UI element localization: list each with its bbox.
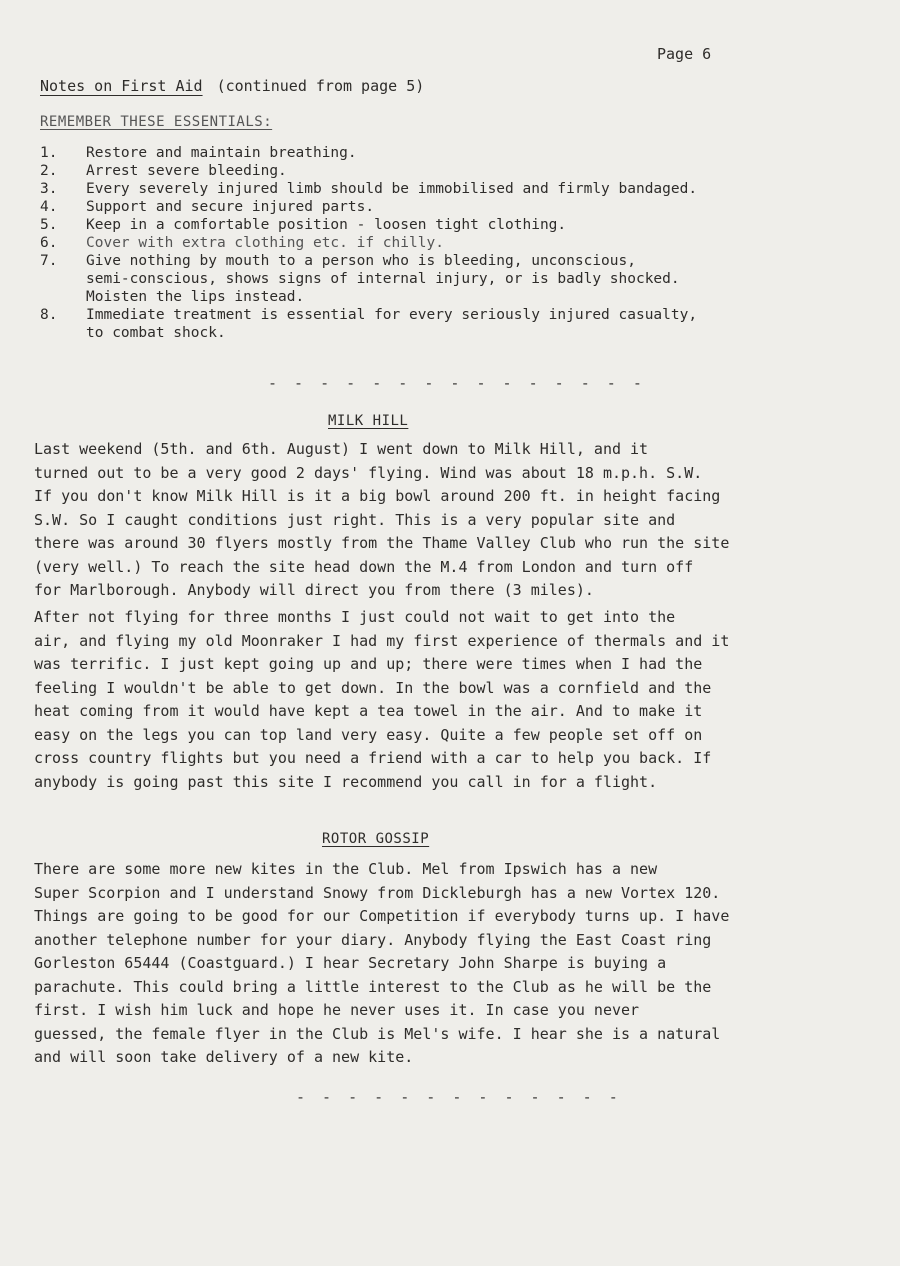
list-item (40, 180, 820, 198)
list-item-text: Arrest severe bleeding. (86, 163, 287, 179)
list-item-text: Immediate treatment is essential for every seriously injured casualty, to combat shock. (86, 307, 698, 341)
milk-hill-title: MILK HILL (328, 413, 409, 429)
list-item (40, 252, 820, 306)
list-item-text: Cover with extra clothing etc. if chilly. (86, 235, 444, 251)
list-item (40, 162, 820, 180)
list-item (40, 216, 820, 234)
list-item-number: 7. (40, 253, 58, 269)
notes-title: Notes on First Aid (40, 77, 203, 95)
section-divider: - - - - - - - - - - - - - - - (268, 374, 646, 392)
list-item-text: Keep in a comfortable position - loosen tight clothing. (86, 217, 567, 233)
list-item-number: 4. (40, 199, 58, 215)
list-item-number: 6. (40, 235, 58, 251)
rotor-gossip-paragraph: There are some more new kites in the Club. Mel from Ipswich has a new Super Scorpion and I understand Snowy from Dickleburgh has a new Vortex 120. Things are going to be good for our Competition if everybody turns up. I have another telephone number for your diary. Anybody flying the East Coast ring Gorleston 65444 (Coastguard.) I hear Secretary John Sharpe is buying a parachute. This could bring a little interest to the Club as he will be the first. I wish him luck and hope he never uses it. In case you never guessed, the female flyer in the Club is Mel's wife. I hear she is a natural and will soon take delivery of a new kite. (34, 860, 730, 1066)
list-item-number: 8. (40, 307, 58, 323)
list-item-number: 5. (40, 217, 58, 233)
list-item-number: 3. (40, 181, 58, 197)
page-number: Page 6 (657, 45, 712, 63)
list-item-number: 2. (40, 163, 58, 179)
first-aid-list (40, 144, 820, 342)
section-divider: - - - - - - - - - - - - - (296, 1088, 622, 1106)
list-item-text: Give nothing by mouth to a person who is bleeding, unconscious, semi-conscious, shows signs of internal injury, or is badly shocked. Moisten the lips instead. (86, 253, 680, 305)
list-item (40, 198, 820, 216)
milk-hill-paragraph-2: After not flying for three months I just could not wait to get into the air, and flying my old Moonraker I had my first experience of thermals and it was terrific. I just kept going up and up; there were times when I had the feeling I wouldn't be able to get down. In the bowl was a cornfield and the heat coming from it would have kept a tea towel in the air. And to make it easy on the legs you can top land very easy. Quite a few people set off on cross country flights but you need a friend with a car to help you back. If anybody is going past this site I recommend you call in for a flight. (34, 608, 730, 791)
notes-heading (40, 75, 424, 97)
list-item (40, 306, 820, 342)
list-item-number: 1. (40, 145, 58, 161)
notes-continued: (continued from page 5) (216, 77, 425, 95)
milk-hill-paragraph-1: Last weekend (5th. and 6th. August) I went down to Milk Hill, and it turned out to be a very good 2 days' flying. Wind was about 18 m.p.h. S.W. If you don't know Milk Hill is it a big bowl around 200 ft. in height facing S.W. So I caught conditions just right. This is a very popular site and there was around 30 flyers mostly from the Thame Valley Club who run the site (very well.) To reach the site head down the M.4 from London and turn off for Marlborough. Anybody will direct you from there (3 miles). (34, 440, 730, 599)
rotor-gossip-title: ROTOR GOSSIP (322, 831, 430, 847)
list-item-text: Restore and maintain breathing. (86, 145, 357, 161)
list-item-text: Every severely injured limb should be immobilised and firmly bandaged. (86, 181, 698, 197)
essentials-heading: REMEMBER THESE ESSENTIALS: (40, 114, 273, 130)
list-item (40, 144, 820, 162)
list-item-text: Support and secure injured parts. (86, 199, 375, 215)
list-item (40, 234, 820, 252)
